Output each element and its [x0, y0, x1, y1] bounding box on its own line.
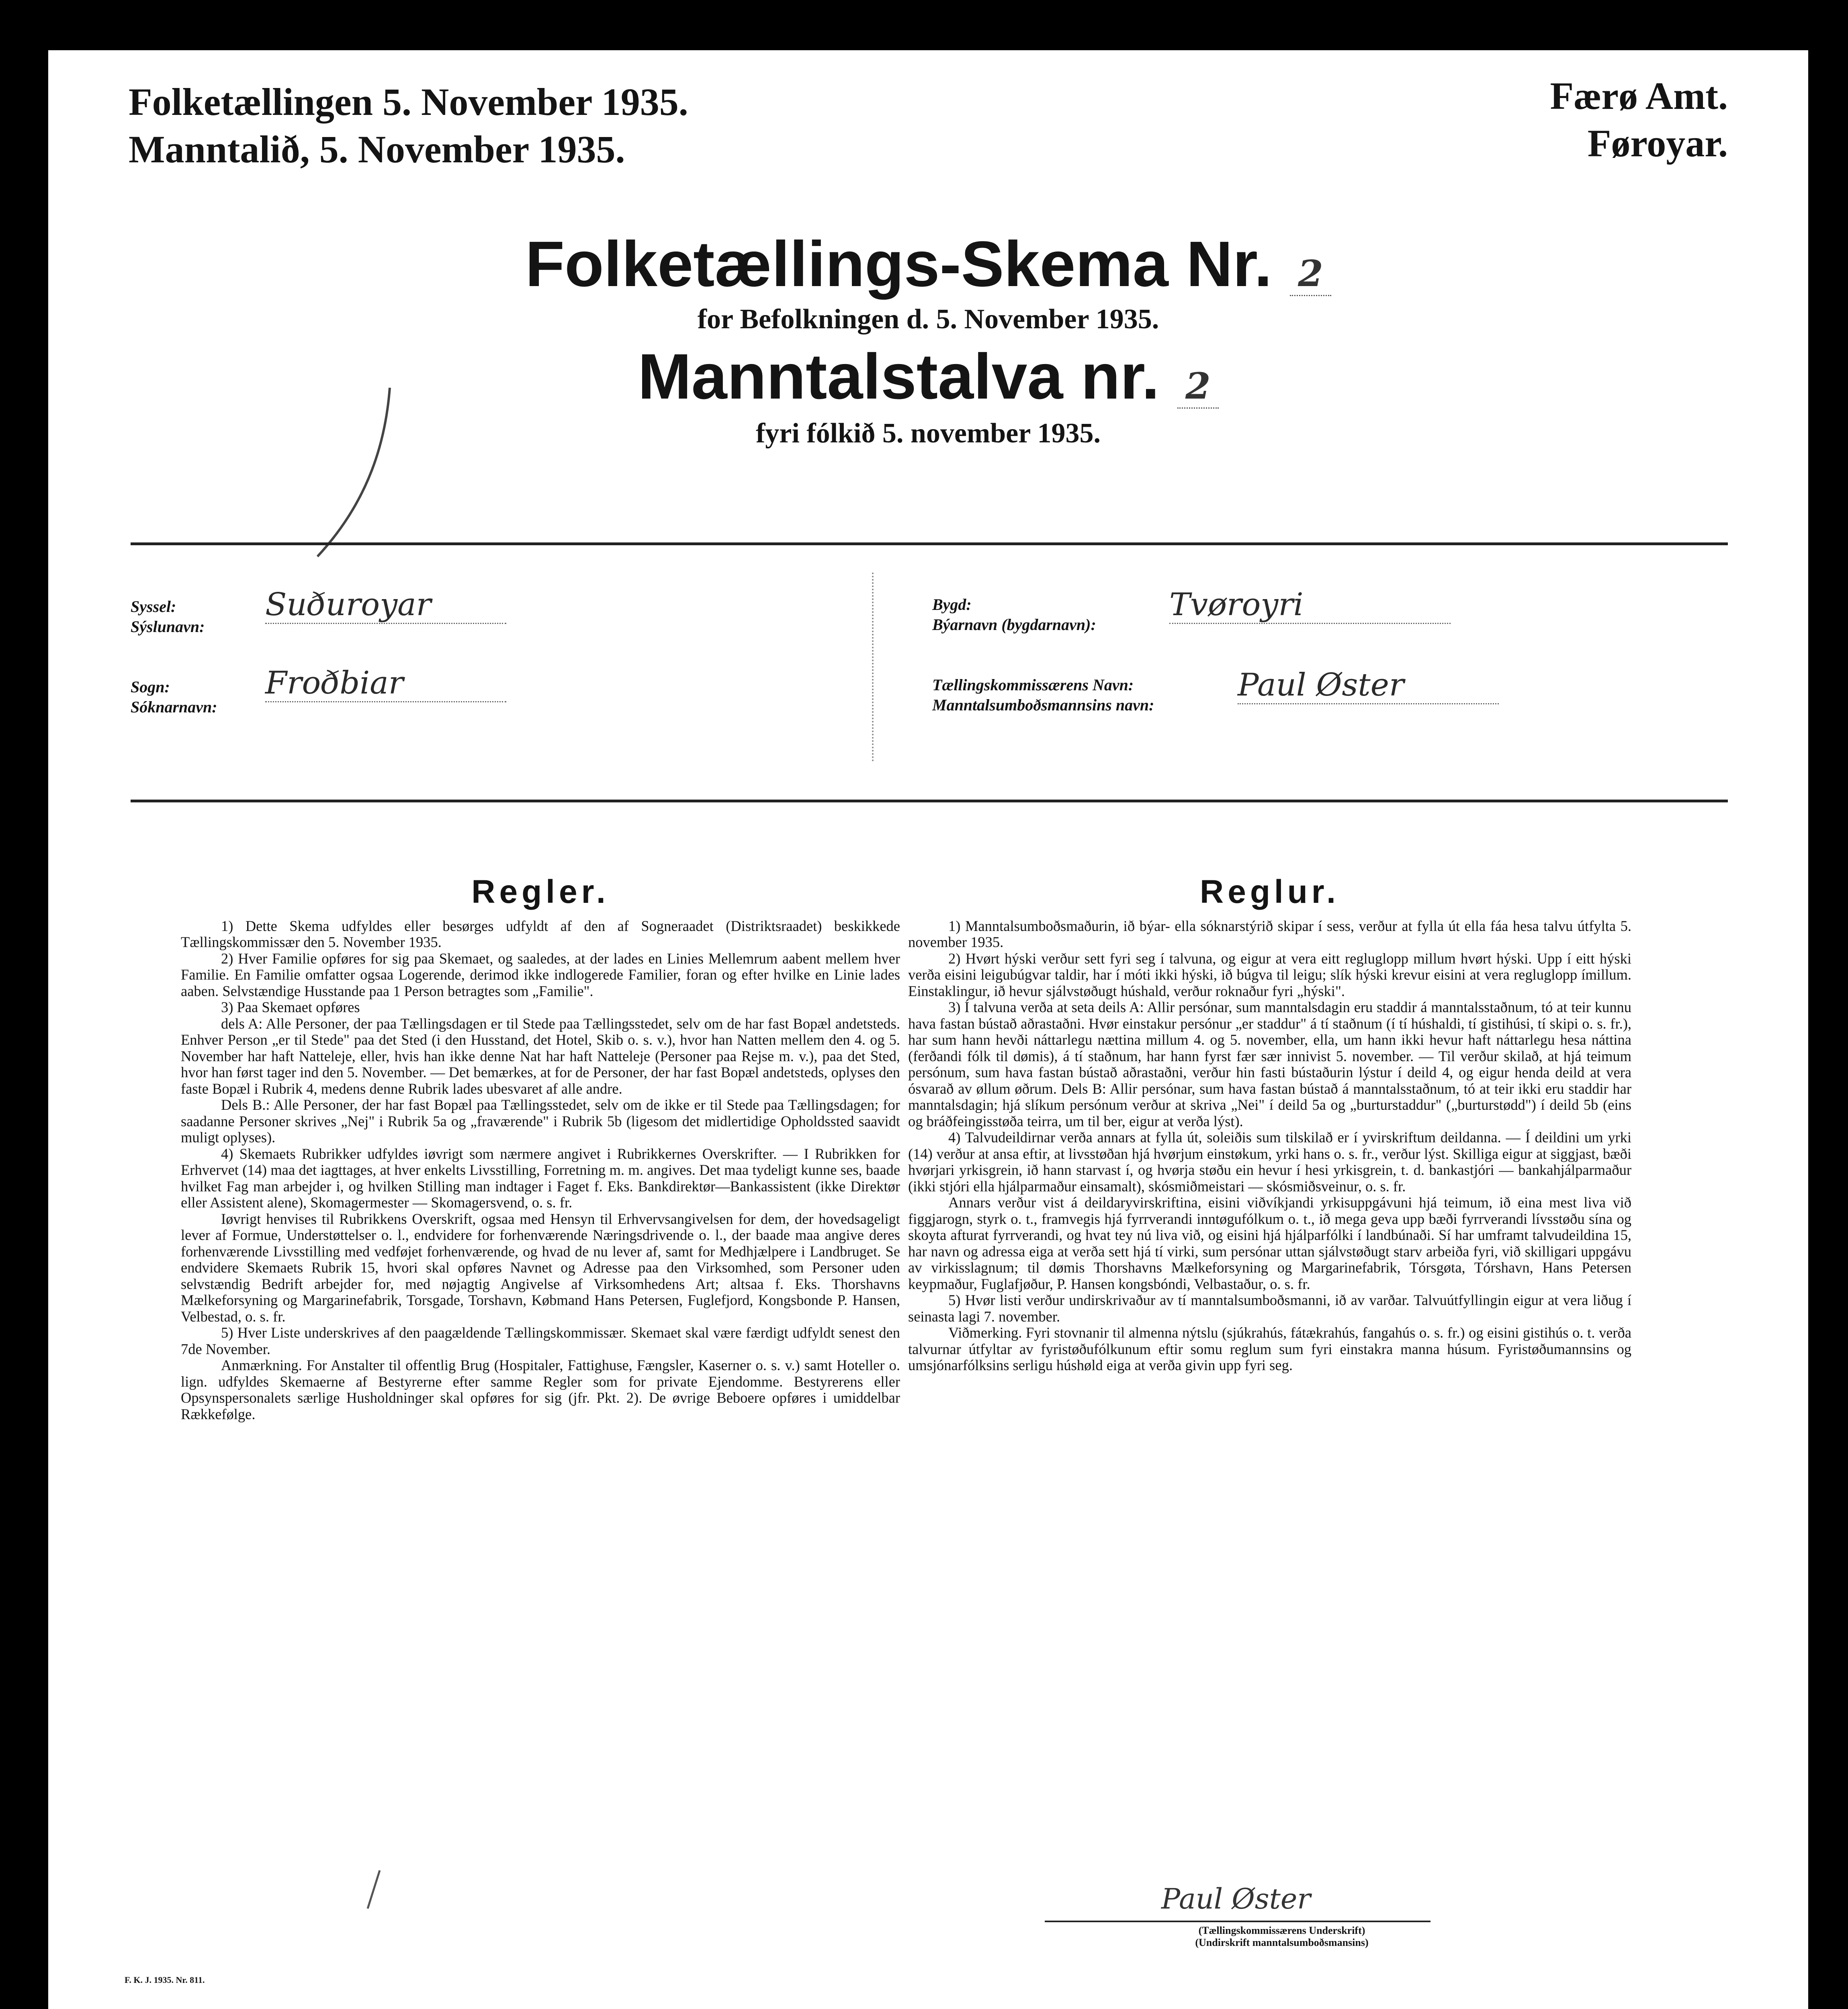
- syssel-label-da: Syssel:: [131, 597, 176, 616]
- regler-column: [181, 874, 900, 1422]
- regler-p8: 5) Hver Liste underskrives af den paagældende Tællingskommissær. Skemaet skal være færdigt udfyldt senest den 7de November.: [181, 1324, 900, 1357]
- subtitle-da: for Befolkningen d. 5. November 1935.: [697, 304, 1159, 335]
- header-left-line2: Manntalið, 5. November 1935.: [129, 128, 625, 171]
- header-right-line2: Føroyar.: [1587, 122, 1728, 165]
- syssel-label-fo: Sýslunavn:: [131, 618, 205, 636]
- title-da-text: Folketællings-Skema Nr.: [525, 228, 1272, 300]
- signature-line: [1045, 1921, 1431, 1922]
- syssel-label: [131, 597, 205, 637]
- top-divider: [131, 542, 1728, 545]
- reglur-heading: Reglur.: [1200, 874, 1340, 910]
- bygd-label: [932, 595, 1096, 635]
- regler-p1: 1) Dette Skema udfyldes eller besørges udfyldt af den af Sogneraadet (Distriktsraadet) beskikkede Tællingskommissær den 5. November 1935.: [181, 917, 900, 950]
- sogn-label: [131, 677, 217, 717]
- print-mark: F. K. J. 1935. Nr. 811.: [125, 1975, 205, 1985]
- reglur-p7: Viðmerking. Fyri stovnanir til almenna nýtslu (sjúkrahús, fátækrahús, fangahús o. s. fr.) og eisini gistihús o. t. verða talvurnar útfyltar av fyristøðufólkunum eftir somu reglum sum fyri einstakra manna húsum. Fyristøðumannsins og umsjónarfólksins serligu húshøld eiga at verða givin upp fyri seg.: [908, 1324, 1631, 1373]
- pencil-stroke-mark: [305, 380, 410, 565]
- sogn-label-fo: Sóknarnavn:: [131, 698, 217, 716]
- syssel-value: Suðuroyar: [265, 587, 506, 624]
- regler-p3: 3) Paa Skemaet opføres: [221, 999, 360, 1015]
- census-form-page: [48, 50, 1808, 2009]
- reglur-p4: 4) Talvudeildirnar verða annars at fylla út, soleiðis sum tilskilað er í yvirskriftum deildanna. — Í deildini um yrki (14) verður at ansa eftir, at livsstøðan hjá hvørjum einstøkum, yrki hans o. s. fr., verður lýst. Skilliga eigur at siggjast, bæði hvørjari yrkisgrein, ið hann starvast í, og hvørja støðu ein hevur í hesi yrkisgrein, t. d. bankastjóri — bankahjálparmaður (ikki stjóri ella hjálparmaður einsamalt), skósmiðmeistari — skósmiðsveinur, o. s. fr.: [908, 1129, 1631, 1195]
- kommissaer-label-da: Tællingskommissærens Navn:: [932, 676, 1134, 694]
- reglur-p3: 3) Í talvuna verða at seta deils A: Allir persónar, sum manntalsdagin eru staddir á manntalsstaðnum, tó at teir kunnu hava fastan bústað aðrastaðni. Hvør einstakur persónur „er staddur" á tí staðnum (í tí húshaldi, tí gistihúsi, tí skipi o. s. fr.), har sum hann hevði náttarlegu nættina millum 4. og 5. november, ella, um hann ikki hevur haft náttarlegu hesa náttina (ferðandi fólk til dømis), á tí staðnum, har hann fyrst fær sær innivist 5. november. — Til verður skilað, at hjá teimum persónum, sum hava fastan bústað aðrastaðni, verður hin fasti bústaðurin lýstur í deild 4, og eigur henda deild at vera ósvarað av øllum øðrum. Dels B: Allir persónar, sum hava fastan bústað á manntalsstaðnum, tó at teir ikki eru staddir har manntalsdagin; hjá slíkum persónum verður at skriva „Nei" í deild 5a og „burturstaddur" („burturstødd") í deild 5b (eins og bráðfeingisstøða teirra, um til ber, eigur at verða lýst).: [908, 999, 1631, 1129]
- reglur-column: [908, 874, 1631, 1374]
- kommissaer-label-fo: Manntalsumboðsmannsins navn:: [932, 696, 1154, 714]
- sogn-label-da: Sogn:: [131, 678, 170, 696]
- regler-p6: 4) Skemaets Rubrikker udfyldes iøvrigt som nærmere angivet i Rubrikkernes Overskrifter. — I Rubrikken for Erhvervet (14) maa det iagttages, at hver enkelts Livsstilling, Forretning m. m. angives. Det maa tydeligt kunne ses, baade hvilket Fag man arbejder i, og hvilken Stilling man indtager i Faget f. Eks. Bankdirektør—Bankassistent (ikke Direktør eller Assistent alene), Skomagermester — Skomagersvend, o. s. fr.: [181, 1145, 900, 1211]
- reglur-p1: 1) Manntalsumboðsmaðurin, ið býar- ella sóknarstýrið skipar í sess, verður at fylla út ella fáa hesa talvu útfylta 5. november 1935.: [908, 917, 1631, 950]
- header-right: [1550, 72, 1728, 167]
- regler-p9: Anmærkning. For Anstalter til offentlig Brug (Hospitaler, Fattighuse, Fængsler, Kaserner o. s. v.) samt Hoteller o. lign. udfyldes Skemaerne af Bestyrerne efter samme Regler som for private Ejendomme. Bestyrerens eller Opsynspersonalets særlige Husholdninger skal opføres for sig (jfr. Pkt. 2). De øvrige Beboere opføres i umiddelbar Rækkefølge.: [181, 1357, 900, 1422]
- header-right-line1: Færø Amt.: [1550, 74, 1728, 117]
- signature-caption-da: (Tællingskommissærens Underskrift): [1198, 1925, 1365, 1936]
- fields-separator: [872, 573, 876, 761]
- header-left: [129, 78, 688, 173]
- bygd-value: Tvøroyri: [1169, 587, 1451, 624]
- signature-caption: [1133, 1925, 1431, 1949]
- reglur-p2: 2) Hvørt hýski verður sett fyri seg í talvuna, og eigur at vera eitt regluglopp millum hvørt hýski. Upp í eitt hýski verða eisini leigubúgvar taldir, har í móti ikki hýski, ið búgva til leigu; slík hýski krevur eisini at vera regluglopp ímillum. Einstaklingur, ið hevur sjálvstøðugt húshald, verður roknaður fyri „hýski".: [908, 950, 1631, 999]
- kommissaer-label: [932, 675, 1154, 715]
- fields-divider: [131, 800, 1728, 802]
- pencil-tick-mark: [362, 1866, 386, 1915]
- regler-p7: Iøvrigt henvises til Rubrikkens Overskrift, ogsaa med Hensyn til Erhvervsangivelsen for dem, der hovedsageligt lever af Formue, Understøttelser o. l., endvidere for forhenværende Næringsdrivende o. l., der baade maa angive deres forhenværende Livsstilling med vedføjet forhenværende, og hvad de nu lever af, samt for Medhjælpere i Landbruget. Se endvidere Skemaets Rubrik 15, hvori skal opføres Navnet og Adresse paa den Virksomhed, som Personer uden selvstændig Bedrift arbejder for, med nøjagtig Angivelse af Virksomhedens Art; altsaa f. Eks. Thorshavns Mælkeforsyning og Margarinefabrik, Torsgade, Torshavn, Købmand Hans Petersen, Fuglefjord, Kongsbonde P. Hansen, Velbestad, o. s. fr.: [181, 1210, 900, 1325]
- bygd-label-da: Bygd:: [932, 595, 972, 614]
- reglur-p5: Annars verður vist á deildaryvirskriftina, eisini viðvíkjandi yrkisuppgávuni hjá teimum, ið eina mest liva við figgjarogn, styrk o. t., framvegis hjá fyrrverandi inntøgufólkum o. t., ið mega geva upp bæði fyrrverandi lívsstøðu sína og skoyta afturat fyrrverandi, og hvat tey nú liva við, og eisini hjá hjálparfólki í landbúnaði. Sí har umframt talvudeildina 15, har navn og adressa eiga at verða sett hjá tí virki, sum persónar uttan sjálvstøðugt starv arbeiða fyri, við skilligari uppgávu av virkisslagnum; til dømis Thorshavns Mælkeforsyning og Margarinefabrik, Tórsgøta, Tórshavn, Hans Petersen keypmaður, Fuglafjøður, P. Hansen kongsbóndi, Velbastaður, o. s. fr.: [908, 1194, 1631, 1292]
- reglur-p6: 5) Hvør listi verður undirskrivaður av tí manntalsumboðsmanni, ið av varðar. Talvuútfyllingin eigur at vera liðug í seinasta lagi 7. november.: [908, 1292, 1631, 1325]
- regler-p2: 2) Hver Familie opføres for sig paa Skemaet, og saaledes, at der lades en Linies Mellemrum aabent mellem hver Familie. En Familie omfatter ogsaa Logerende, derimod ikke indlogerede Familier, foran og efter hvilke en Linie lades aaben. Selvstændige Husstande paa 1 Person betragtes som „Familie".: [181, 950, 900, 999]
- signature-caption-fo: (Undirskrift manntalsumboðsmansins): [1195, 1937, 1369, 1948]
- title-fo-text: Manntalstalva nr.: [638, 340, 1160, 412]
- title-da: [48, 227, 1808, 301]
- signature-handwriting: Paul Øster: [1161, 1882, 1311, 1915]
- regler-p5: Dels B.: Alle Personer, der har fast Bopæl paa Tællingsstedet, selv om de ikke er til Stede paa Tællingsdagen; for saadanne Personer skrives „Nej" i Rubrik 5a og „fraværende" i Rubrik 5b (ligesom det midlertidige Opholdssted saavidt muligt oplyses).: [181, 1097, 900, 1146]
- sogn-value: Froðbiar: [265, 665, 506, 702]
- title-fo-number: 2: [1177, 365, 1219, 409]
- title-da-number: 2: [1290, 252, 1331, 296]
- kommissaer-value: Paul Øster: [1238, 667, 1499, 704]
- bygd-label-fo: Býarnavn (bygdarnavn):: [932, 616, 1096, 634]
- subtitle-fo: fyri fólkið 5. november 1935.: [755, 418, 1101, 449]
- regler-heading: Regler.: [471, 874, 610, 910]
- header-left-line1: Folketællingen 5. November 1935.: [129, 80, 688, 123]
- regler-p4: dels A: Alle Personer, der paa Tællingsdagen er til Stede paa Tællingsstedet, selv om de har fast Bopæl andetsteds. Enhver Person „er til Stede" paa det Sted (i den Husstand, det Hotel, Skib o. s. v.), hvor han Natten mellem den 4. og 5. November har haft Natteleje, eller, hvis han ikke denne Nat har haft Natteleje (Personer paa Rejse m. v.), paa det Sted, hvor han først tager ind den 5. November. — Det bemærkes, at for de Personer, der har fast Bopæl andetsteds, oplyses den faste Bopæl i Rubrik 4, medens denne Rubrik lades ubesvaret af alle andre.: [181, 1015, 900, 1097]
